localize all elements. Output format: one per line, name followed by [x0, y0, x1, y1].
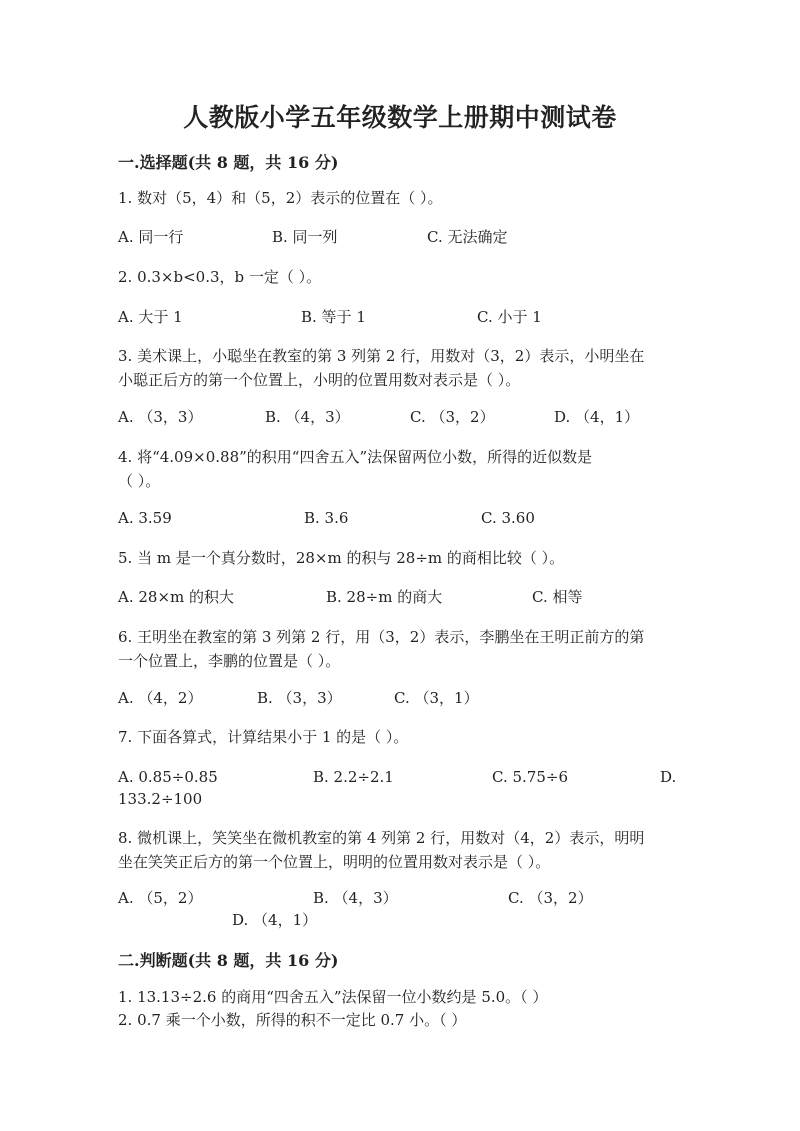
question-7-stem: 7. 下面各算式，计算结果小于 1 的是（ ）。	[118, 728, 409, 746]
question-6-option-a: A. （4，2）	[118, 689, 203, 707]
question-7-option-b: B. 2.2÷2.1	[313, 768, 394, 786]
section-heading-choice: 一.选择题(共 8 题，共 16 分)	[118, 153, 339, 172]
question-6-stem-line-2: 一个位置上，李鹏的位置是（ ）。	[118, 652, 341, 670]
question-8-option-b: B. （4，3）	[313, 889, 398, 907]
question-6-option-b: B. （3，3）	[257, 689, 342, 707]
question-6-option-c: C. （3，1）	[394, 689, 479, 707]
question-3-stem-line-2: 小聪正后方的第一个位置上，小明的位置用数对表示是（ ）。	[118, 371, 521, 389]
question-5-stem: 5. 当 m 是一个真分数时，28×m 的积与 28÷m 的商相比较（ ）。	[118, 549, 565, 567]
question-1-option-a: A. 同一行	[118, 228, 184, 246]
question-3-option-c: C. （3，2）	[410, 408, 495, 426]
question-2-option-c: C. 小于 1	[477, 308, 542, 326]
question-8-stem-line-2: 坐在笑笑正后方的第一个位置上，明明的位置用数对表示是（ ）。	[118, 853, 551, 871]
question-8-option-c: C. （3，2）	[508, 889, 593, 907]
judgement-item-2: 2. 0.7 乘一个小数，所得的积不一定比 0.7 小。（ ）	[118, 1011, 467, 1029]
question-3-stem-line-1: 3. 美术课上，小聪坐在教室的第 3 列第 2 行，用数对（3，2）表示，小明坐在	[118, 347, 645, 365]
question-4-option-b: B. 3.6	[304, 509, 349, 527]
question-2-stem: 2. 0.3×b<0.3，b 一定（ ）。	[118, 268, 322, 286]
question-7-option-a: A. 0.85÷0.85	[118, 768, 218, 786]
question-4-stem-line-1: 4. 将“4.09×0.88”的积用“四舍五入”法保留两位小数，所得的近似数是	[118, 448, 593, 466]
question-7-option-c: C. 5.75÷6	[492, 768, 568, 786]
judgement-item-1: 1. 13.13÷2.6 的商用“四舍五入”法保留一位小数约是 5.0。（ ）	[118, 988, 548, 1006]
question-8-option-d: D. （4，1）	[232, 911, 318, 929]
question-5-option-a: A. 28×m 的积大	[118, 588, 235, 606]
page-title: 人教版小学五年级数学上册期中测试卷	[183, 103, 617, 132]
question-7-option-d-value: 133.2÷100	[118, 790, 203, 808]
section-heading-judgement: 二.判断题(共 8 题，共 16 分)	[118, 951, 339, 970]
question-3-option-a: A. （3，3）	[118, 408, 203, 426]
question-6-stem-line-1: 6. 王明坐在教室的第 3 列第 2 行，用（3，2）表示，李鹏坐在王明正前方的第	[118, 628, 645, 646]
question-3-option-b: B. （4，3）	[265, 408, 350, 426]
question-2-option-a: A. 大于 1	[118, 308, 183, 326]
question-4-option-c: C. 3.60	[481, 509, 535, 527]
question-5-option-c: C. 相等	[532, 588, 583, 606]
question-5-option-b: B. 28÷m 的商大	[326, 588, 443, 606]
question-7-option-d-label: D.	[660, 768, 677, 786]
question-4-option-a: A. 3.59	[118, 509, 172, 527]
question-3-option-d: D. （4，1）	[554, 408, 640, 426]
question-1-stem: 1. 数对（5，4）和（5，2）表示的位置在（ ）。	[118, 189, 443, 207]
question-2-option-b: B. 等于 1	[301, 308, 366, 326]
question-1-option-b: B. 同一列	[272, 228, 338, 246]
question-4-stem-line-2: （ ）。	[118, 472, 161, 490]
question-1-option-c: C. 无法确定	[427, 228, 508, 246]
question-8-stem-line-1: 8. 微机课上，笑笑坐在微机教室的第 4 列第 2 行，用数对（4，2）表示，明明	[118, 829, 645, 847]
question-8-option-a: A. （5，2）	[118, 889, 203, 907]
